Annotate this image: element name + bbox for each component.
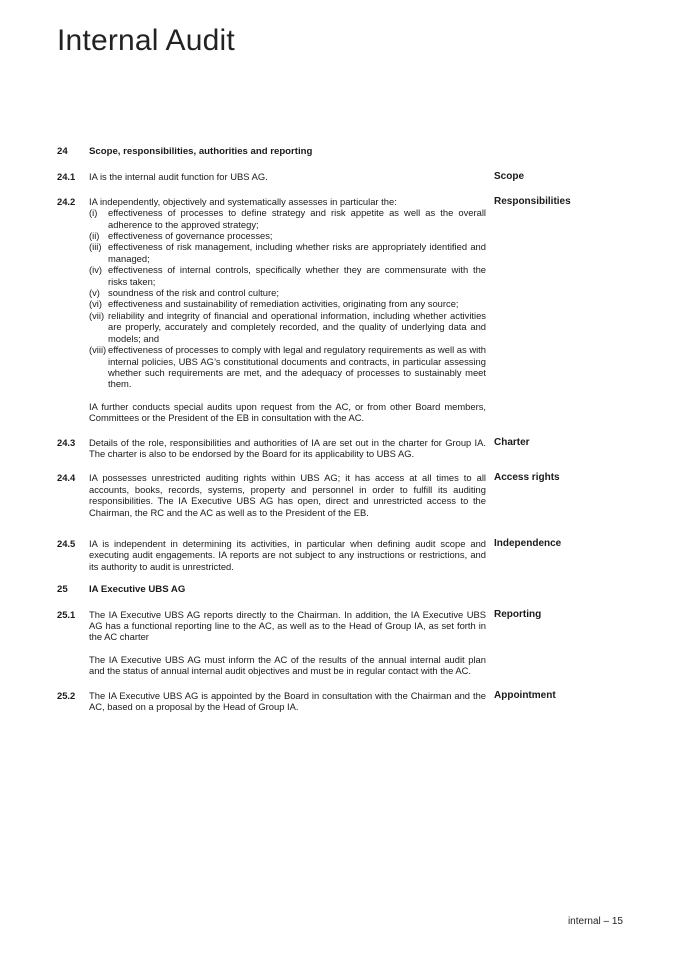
- margin-heading-scope: Scope: [494, 171, 525, 183]
- clause-number: 24.1: [57, 171, 76, 183]
- list-marker: (iii): [89, 241, 102, 253]
- clause-closing: IA further conducts special audits upon request from the AC, or from other Board members, Committees or the President of the EB in consultation with the AC.: [89, 400, 486, 424]
- list-text: effectiveness of processes to comply with legal and regulatory requirements as well as with internal policies, UBS AG’s constitutional documents and contracts, in particular assessing whether such requirements are met, and the adequacy of processes to sustainably meet them.: [108, 344, 486, 390]
- clause-text: IA possesses unrestricted auditing rights within UBS AG; it has access at all times to all accounts, books, records, systems, property and personnel in order to fulfill its auditing responsibilities. The IA Executive UBS AG has open, direct and unrestricted access to the Chairman, the RC and the AC as well as to the President of the EB.: [89, 472, 486, 518]
- clause-body: [89, 609, 486, 677]
- margin-heading-access-rights: Access rights: [494, 472, 560, 484]
- page-footer: internal – 15: [567, 916, 623, 927]
- clause-25-1: [57, 609, 637, 677]
- clause-text: IA is the internal audit function for UBS AG.: [89, 171, 268, 183]
- list-marker: (v): [89, 287, 100, 299]
- section-number: 25: [57, 584, 68, 596]
- list-marker: (viii): [89, 344, 107, 356]
- clause-number: 24.5: [57, 537, 76, 549]
- list-marker: (ii): [89, 230, 100, 242]
- page-title: Internal Audit: [57, 24, 235, 57]
- list-text: effectiveness of processes to define strategy and risk appetite as well as the overall adherence to the approved strategy;: [108, 207, 486, 230]
- clause-24-2: [57, 196, 637, 424]
- list-text: effectiveness of internal controls, specifically whether they are commensurate with the risks taken;: [108, 264, 486, 287]
- clause-24-5: [57, 538, 637, 572]
- clause-number: 24.2: [57, 195, 76, 207]
- clause-number: 25.1: [57, 608, 76, 620]
- section-number: 24: [57, 146, 68, 157]
- clause-number: 24.3: [57, 436, 76, 448]
- list-text: effectiveness of risk management, including whether risks are appropriately identified and managed;: [108, 241, 486, 264]
- clause-25-2: [57, 690, 637, 713]
- list-text: soundness of the risk and control culture;: [108, 287, 279, 299]
- section-heading-24: [57, 146, 637, 157]
- list-item: [89, 287, 486, 298]
- clause-text: The IA Executive UBS AG is appointed by the Board in consultation with the Chairman and the AC, based on a proposal by the Head of Group IA.: [89, 689, 486, 713]
- margin-heading-reporting: Reporting: [494, 608, 542, 620]
- list-text: reliability and integrity of financial and operational information, including whether activities are properly, accurately and completely recorded, and the quality of underlying data and models; and: [108, 309, 486, 344]
- list-item: [89, 344, 486, 390]
- list-marker: (vii): [89, 309, 105, 321]
- clause-text: IA is independent in determining its activities, in particular when defining audit scope and executing audit engagements. IA reports are not subject to any instructions or restrictions, and its authority to audit is unrestricted.: [89, 537, 486, 572]
- list-marker: (i): [89, 207, 98, 219]
- clause-24-4: [57, 472, 637, 518]
- margin-heading-charter: Charter: [494, 436, 530, 448]
- responsibilities-list: [89, 207, 486, 390]
- list-marker: (iv): [89, 264, 103, 276]
- clause-intro: IA independently, objectively and systematically assesses in particular the:: [89, 195, 397, 207]
- margin-heading-responsibilities: Responsibilities: [494, 195, 571, 207]
- list-item: [89, 241, 486, 264]
- clause-text-2: The IA Executive UBS AG must inform the AC of the results of the annual internal audit plan and the status of annual internal audit objectives and must be in regular contact with the AC.: [89, 653, 486, 677]
- clause-body: [89, 196, 486, 424]
- section-title: Scope, responsibilities, authorities and reporting: [89, 146, 313, 157]
- document-body: [57, 146, 637, 712]
- list-marker: (vi): [89, 298, 103, 310]
- list-item: [89, 207, 486, 230]
- margin-heading-independence: Independence: [494, 537, 562, 549]
- clause-number: 24.4: [57, 472, 76, 484]
- list-item: [89, 310, 486, 344]
- clause-text: The IA Executive UBS AG reports directly to the Chairman. In addition, the IA Executive UBS AG has a functional reporting line to the AC, as well as to the Head of Group IA, as set forth in the AC charter: [89, 608, 486, 643]
- clause-number: 25.2: [57, 689, 76, 701]
- clause-24-3: [57, 437, 637, 460]
- clause-text: Details of the role, responsibilities and authorities of IA are set out in the charter for Group IA. The charter is also to be endorsed by the Board for its applicability to UBS AG.: [89, 436, 486, 459]
- margin-heading-appointment: Appointment: [494, 689, 556, 701]
- list-item: [89, 298, 486, 309]
- section-heading-25: [57, 584, 637, 595]
- list-item: [89, 230, 486, 241]
- list-item: [89, 264, 486, 287]
- list-text: effectiveness of governance processes;: [108, 230, 273, 242]
- section-title: IA Executive UBS AG: [89, 584, 186, 596]
- clause-24-1: [57, 171, 637, 182]
- list-text: effectiveness and sustainability of remediation activities, originating from any source;: [108, 298, 459, 310]
